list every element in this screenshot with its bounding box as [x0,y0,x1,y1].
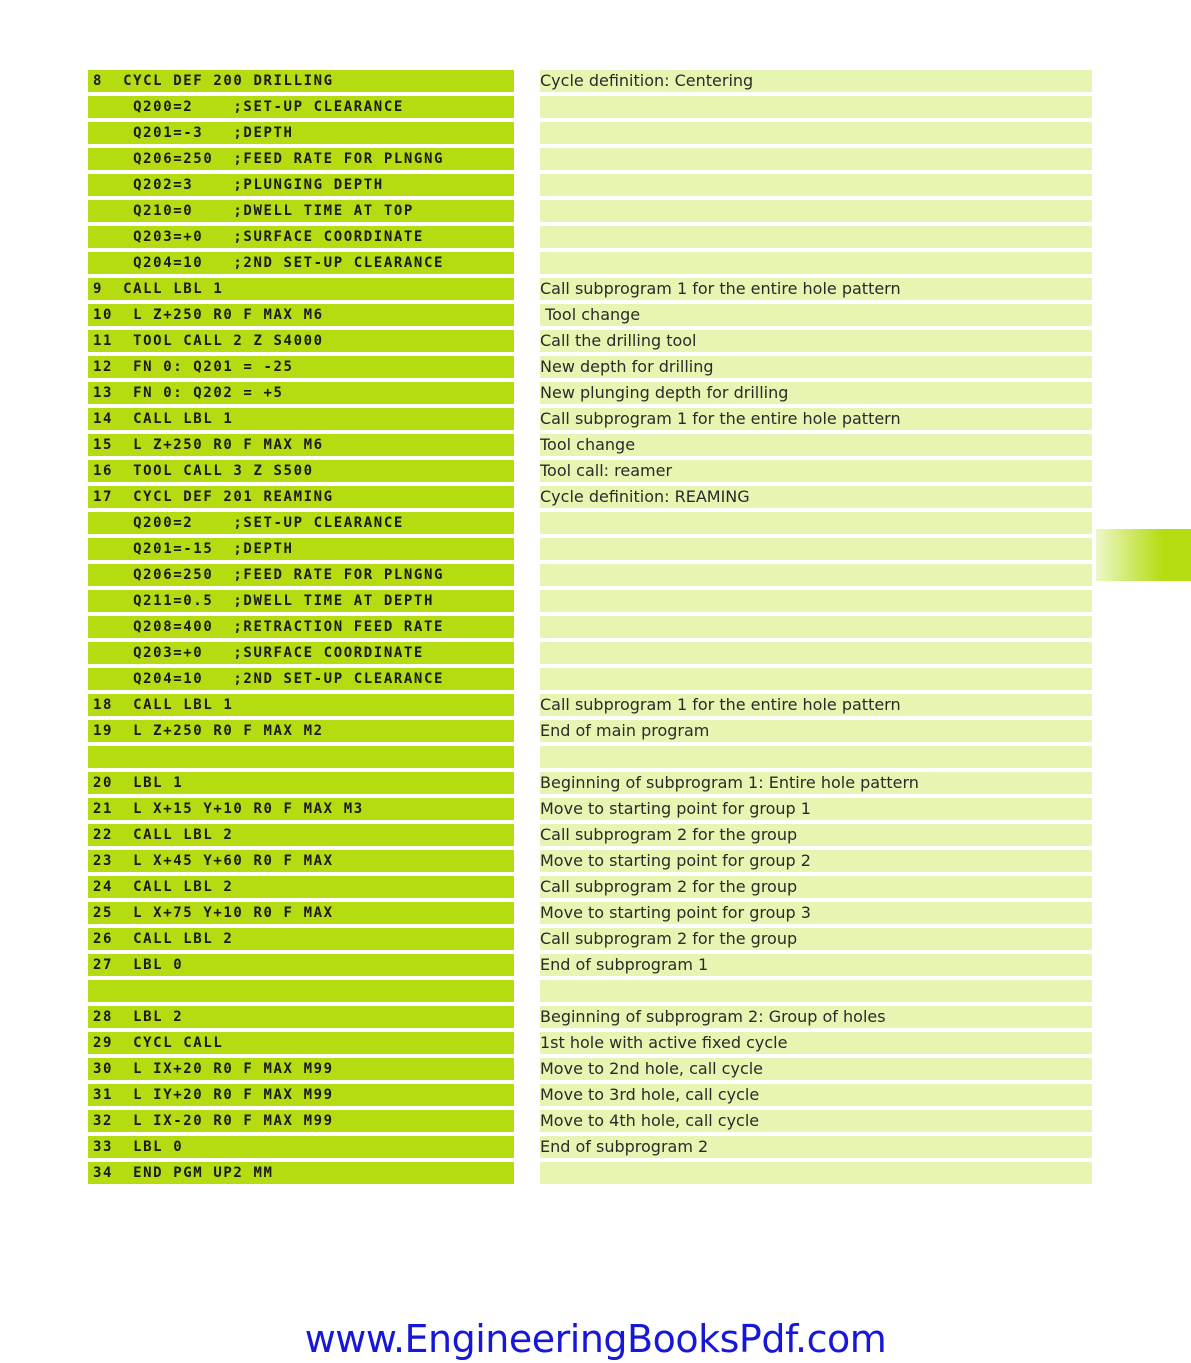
nc-code-cell: Q206=250 ;FEED RATE FOR PLNGNG [88,564,514,586]
listing-row [88,1110,1092,1132]
nc-code-cell [88,980,514,1002]
nc-code-cell: 9 CALL LBL 1 [88,278,514,300]
nc-code-cell: Q204=10 ;2ND SET-UP CLEARANCE [88,252,514,274]
column-gap [514,720,540,742]
column-gap [514,876,540,898]
column-gap [514,512,540,534]
column-gap [514,252,540,274]
nc-code-cell: 21 L X+15 Y+10 R0 F MAX M3 [88,798,514,820]
column-gap [514,96,540,118]
listing-row [88,460,1092,482]
listing-row [88,1058,1092,1080]
description-cell [540,746,1092,768]
listing-row [88,928,1092,950]
nc-code-cell: 10 L Z+250 R0 F MAX M6 [88,304,514,326]
nc-code-cell: 11 TOOL CALL 2 Z S4000 [88,330,514,352]
listing-row [88,434,1092,456]
listing-row [88,590,1092,612]
description-cell: Cycle definition: Centering [540,70,1092,92]
listing-row [88,746,1092,768]
description-cell: Tool change [540,304,1092,326]
listing-row [88,96,1092,118]
nc-code-cell: Q210=0 ;DWELL TIME AT TOP [88,200,514,222]
nc-code-cell: Q211=0.5 ;DWELL TIME AT DEPTH [88,590,514,612]
column-gap [514,408,540,430]
nc-code-cell: 33 LBL 0 [88,1136,514,1158]
listing-row [88,1084,1092,1106]
column-gap [514,746,540,768]
description-cell: End of subprogram 2 [540,1136,1092,1158]
column-gap [514,434,540,456]
description-cell [540,252,1092,274]
description-cell: Call the drilling tool [540,330,1092,352]
column-gap [514,902,540,924]
listing-row [88,772,1092,794]
listing-row [88,278,1092,300]
nc-code-cell: Q203=+0 ;SURFACE COORDINATE [88,642,514,664]
description-cell: Tool call: reamer [540,460,1092,482]
listing-row [88,200,1092,222]
description-cell: Call subprogram 2 for the group [540,928,1092,950]
nc-code-cell: 30 L IX+20 R0 F MAX M99 [88,1058,514,1080]
description-cell: Tool change [540,434,1092,456]
column-gap [514,928,540,950]
description-cell: Move to starting point for group 3 [540,902,1092,924]
listing-row [88,1032,1092,1054]
column-gap [514,772,540,794]
listing-row [88,382,1092,404]
nc-code-cell: 8 CYCL DEF 200 DRILLING [88,70,514,92]
column-gap [514,1058,540,1080]
listing-row [88,850,1092,872]
description-cell: Call subprogram 1 for the entire hole pattern [540,694,1092,716]
nc-code-cell: Q208=400 ;RETRACTION FEED RATE [88,616,514,638]
column-gap [514,226,540,248]
nc-code-cell: 27 LBL 0 [88,954,514,976]
description-cell: 1st hole with active fixed cycle [540,1032,1092,1054]
listing-row [88,330,1092,352]
column-gap [514,980,540,1002]
listing-row [88,1006,1092,1028]
description-cell: End of subprogram 1 [540,954,1092,976]
nc-code-cell: 23 L X+45 Y+60 R0 F MAX [88,850,514,872]
column-gap [514,798,540,820]
column-gap [514,1136,540,1158]
listing-row [88,564,1092,586]
column-gap [514,616,540,638]
nc-code-cell: Q201=-15 ;DEPTH [88,538,514,560]
program-listing-table [88,70,1092,1188]
nc-code-cell: 12 FN 0: Q201 = -25 [88,356,514,378]
description-cell: Move to starting point for group 1 [540,798,1092,820]
description-cell: Move to 2nd hole, call cycle [540,1058,1092,1080]
column-gap [514,1032,540,1054]
nc-code-cell: 14 CALL LBL 1 [88,408,514,430]
column-gap [514,200,540,222]
listing-row [88,642,1092,664]
column-gap [514,668,540,690]
column-gap [514,70,540,92]
description-cell [540,980,1092,1002]
column-gap [514,148,540,170]
listing-row [88,798,1092,820]
description-cell [540,564,1092,586]
nc-code-cell: 32 L IX-20 R0 F MAX M99 [88,1110,514,1132]
nc-code-cell: Q202=3 ;PLUNGING DEPTH [88,174,514,196]
column-gap [514,954,540,976]
description-cell [540,590,1092,612]
column-gap [514,850,540,872]
description-cell: End of main program [540,720,1092,742]
description-cell [540,512,1092,534]
listing-row [88,824,1092,846]
description-cell: Call subprogram 2 for the group [540,876,1092,898]
nc-code-cell: 28 LBL 2 [88,1006,514,1028]
listing-row [88,902,1092,924]
column-gap [514,356,540,378]
column-gap [514,122,540,144]
nc-code-cell: Q206=250 ;FEED RATE FOR PLNGNG [88,148,514,170]
nc-code-cell: Q204=10 ;2ND SET-UP CLEARANCE [88,668,514,690]
column-gap [514,330,540,352]
description-cell: Cycle definition: REAMING [540,486,1092,508]
listing-row [88,512,1092,534]
nc-code-cell: Q201=-3 ;DEPTH [88,122,514,144]
description-cell [540,1162,1092,1184]
description-cell [540,538,1092,560]
nc-code-cell: 34 END PGM UP2 MM [88,1162,514,1184]
nc-code-cell: Q200=2 ;SET-UP CLEARANCE [88,96,514,118]
listing-row [88,616,1092,638]
nc-code-cell: 19 L Z+250 R0 F MAX M2 [88,720,514,742]
column-gap [514,174,540,196]
nc-code-cell: 13 FN 0: Q202 = +5 [88,382,514,404]
description-cell: Beginning of subprogram 2: Group of holes [540,1006,1092,1028]
column-gap [514,1006,540,1028]
nc-code-cell: 17 CYCL DEF 201 REAMING [88,486,514,508]
nc-code-cell: 16 TOOL CALL 3 Z S500 [88,460,514,482]
listing-row [88,408,1092,430]
column-gap [514,538,540,560]
listing-row [88,70,1092,92]
column-gap [514,1162,540,1184]
description-cell [540,616,1092,638]
description-cell [540,148,1092,170]
nc-code-cell: 29 CYCL CALL [88,1032,514,1054]
column-gap [514,590,540,612]
nc-code-cell: 25 L X+75 Y+10 R0 F MAX [88,902,514,924]
column-gap [514,486,540,508]
listing-row [88,148,1092,170]
listing-row [88,954,1092,976]
nc-code-cell: Q203=+0 ;SURFACE COORDINATE [88,226,514,248]
column-gap [514,382,540,404]
column-gap [514,278,540,300]
description-cell [540,174,1092,196]
chapter-side-tab [1096,529,1191,581]
description-cell [540,226,1092,248]
listing-row [88,304,1092,326]
description-cell: Move to 4th hole, call cycle [540,1110,1092,1132]
description-cell [540,642,1092,664]
column-gap [514,1110,540,1132]
column-gap [514,824,540,846]
column-gap [514,694,540,716]
footer-watermark-url[interactable]: www.EngineeringBooksPdf.com [304,1317,887,1361]
description-cell: Call subprogram 1 for the entire hole pattern [540,408,1092,430]
description-cell [540,668,1092,690]
column-gap [514,564,540,586]
listing-row [88,356,1092,378]
description-cell: New plunging depth for drilling [540,382,1092,404]
listing-row [88,252,1092,274]
listing-row [88,122,1092,144]
nc-code-cell: 15 L Z+250 R0 F MAX M6 [88,434,514,456]
description-cell: Call subprogram 1 for the entire hole pattern [540,278,1092,300]
column-gap [514,1084,540,1106]
listing-row [88,226,1092,248]
description-cell: Beginning of subprogram 1: Entire hole pattern [540,772,1092,794]
listing-row [88,980,1092,1002]
nc-code-cell [88,746,514,768]
column-gap [514,642,540,664]
listing-row [88,486,1092,508]
column-gap [514,460,540,482]
nc-code-cell: 18 CALL LBL 1 [88,694,514,716]
description-cell: New depth for drilling [540,356,1092,378]
description-cell: Move to starting point for group 2 [540,850,1092,872]
nc-code-cell: Q200=2 ;SET-UP CLEARANCE [88,512,514,534]
description-cell [540,122,1092,144]
nc-code-cell: 24 CALL LBL 2 [88,876,514,898]
nc-code-cell: 31 L IY+20 R0 F MAX M99 [88,1084,514,1106]
nc-code-cell: 20 LBL 1 [88,772,514,794]
description-cell [540,96,1092,118]
nc-code-cell: 26 CALL LBL 2 [88,928,514,950]
description-cell: Call subprogram 2 for the group [540,824,1092,846]
column-gap [514,304,540,326]
listing-row [88,720,1092,742]
listing-row [88,1162,1092,1184]
listing-row [88,876,1092,898]
listing-row [88,694,1092,716]
listing-row [88,174,1092,196]
nc-code-cell: 22 CALL LBL 2 [88,824,514,846]
description-cell: Move to 3rd hole, call cycle [540,1084,1092,1106]
description-cell [540,200,1092,222]
listing-row [88,538,1092,560]
listing-row [88,668,1092,690]
listing-row [88,1136,1092,1158]
